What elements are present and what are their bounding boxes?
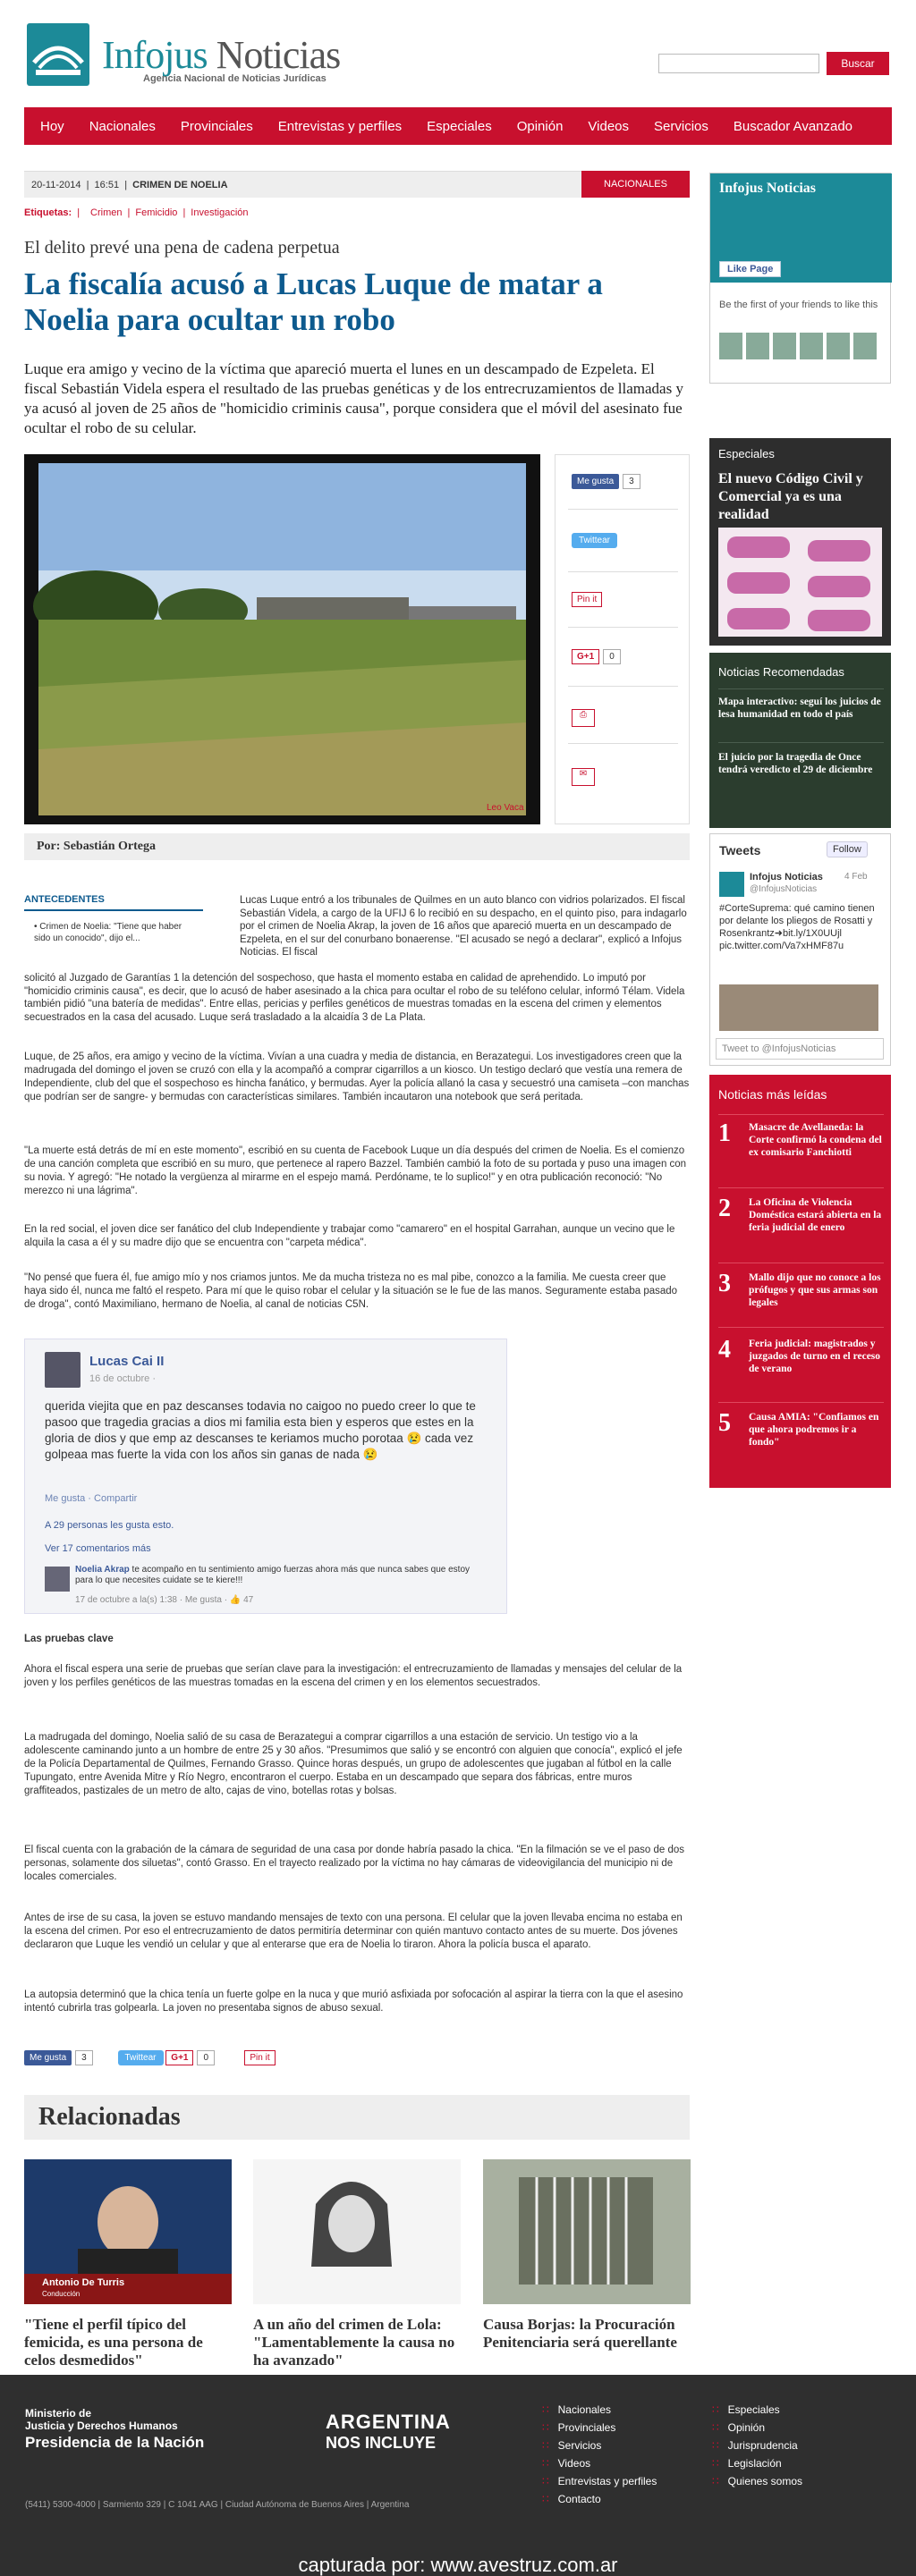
tweet-date[interactable]: 4 Feb	[844, 872, 868, 882]
especiales-image[interactable]	[718, 528, 882, 637]
article-date: 20-11-2014	[31, 180, 81, 190]
fb-friend-avatar[interactable]	[719, 333, 742, 359]
mas-leidas-label: Noticias más leídas	[718, 1087, 827, 1102]
footer-link[interactable]: ∷ Quienes somos	[712, 2475, 802, 2487]
gplus-count: 0	[603, 649, 621, 664]
nav-item-entrevistas[interactable]: Entrevistas y perfiles	[277, 118, 403, 134]
recomendada-item-2[interactable]: El juicio por la tragedia de Once tendrá veredicto el 29 de diciembre	[718, 752, 873, 775]
twitter-avatar[interactable]	[719, 872, 744, 897]
related-caption-1[interactable]: "Tiene el perfil típico del femicida, es una persona de celos desmedidos"	[24, 2316, 203, 2369]
fb-like-button-bottom[interactable]: Me gusta	[24, 2050, 72, 2065]
email-icon[interactable]: ✉	[572, 768, 595, 786]
footer-link[interactable]: ∷ Entrevistas y perfiles	[542, 2475, 657, 2487]
pinit-button[interactable]: Pin it	[572, 592, 602, 607]
tweet-button[interactable]: Twittear	[572, 533, 617, 548]
section-title: CRIMEN DE NOELIA	[132, 180, 228, 190]
mas-leida-number: 5	[718, 1409, 731, 1437]
twitter-handle[interactable]: @InfojusNoticias	[750, 884, 818, 894]
print-icon[interactable]: ⎙	[572, 709, 595, 727]
footer-link[interactable]: ∷ Opinión	[712, 2421, 765, 2434]
nav-item-provinciales[interactable]: Provinciales	[180, 118, 253, 134]
fb-friends-text: Be the first of your friends to like this	[719, 300, 878, 310]
gplus-button-bottom[interactable]: G+1	[165, 2050, 193, 2065]
tags: Etiquetas: | Crimen | Femicidio | Investigación	[24, 207, 254, 218]
fb-comment-text: te acompaño en tu sentimiento amigo fuerzas ahora más que nunca sabes que estoy para lo que necesites cuidate se te kiere!!!	[75, 1565, 470, 1585]
article-kicker: El delito prevé una pena de cadena perpetua	[24, 238, 340, 258]
gplus-count-bottom: 0	[197, 2050, 215, 2065]
footer-link[interactable]: ∷ Especiales	[712, 2403, 780, 2416]
nav-item-buscador[interactable]: Buscador Avanzado	[733, 118, 853, 134]
gplus-button[interactable]: G+1	[572, 649, 599, 664]
related-image-2[interactable]	[253, 2159, 461, 2304]
antecedentes-link-text: Crimen de Noelia: "Tiene que haber sido un conocido", dijo el...	[34, 922, 182, 943]
fb-post-text: querida viejita que en paz descanses todavia no caigoo no puedo creer lo que te pasoo que tragedia gracias a dios mi familia esta bien y esperos que estes en la gloria de dios y que emp az descanses te keriamos mucho porotaa 😢 cada vez golpeaa mas fuerte la vida con los años sin ganas de nada 😢	[45, 1399, 476, 1461]
related-image-3[interactable]	[483, 2159, 691, 2304]
fb-friend-avatar[interactable]	[773, 333, 796, 359]
footer-link[interactable]: ∷ Legislación	[712, 2457, 782, 2470]
fb-more-comments-link[interactable]: Ver 17 comentarios más	[45, 1543, 151, 1554]
antecedentes-divider	[24, 909, 203, 911]
search-input[interactable]	[658, 54, 819, 73]
brand-bold: Noticias	[216, 33, 341, 77]
footer-nos-incluye[interactable]: NOS INCLUYE	[326, 2434, 437, 2452]
fb-friend-avatar[interactable]	[827, 333, 850, 359]
facebook-page-widget	[709, 173, 891, 384]
brand-main: Infojus	[102, 33, 216, 77]
related-image-1-label: Antonio De Turris	[42, 2277, 125, 2288]
tag-femicidio[interactable]: Femicidio	[135, 207, 178, 218]
related-caption-3[interactable]: Causa Borjas: la Procuración Penitenciaria será querellante	[483, 2316, 677, 2351]
mas-leida-item-4[interactable]: Feria judicial: magistrados y juzgados de turno en el receso de verano	[749, 1339, 881, 1374]
fb-comment-meta: 17 de octubre a la(s) 1:38 · Me gusta · 👍 47	[75, 1595, 254, 1605]
fb-like-count: 3	[623, 474, 640, 489]
body-paragraph-9: Antes de irse de su casa, la joven se estuvo mandando mensajes de texto con una persona. El celular que la joven llevaba encima no estaba en la escena del crimen. Por eso el entrecruzamiento de datos permitiría determinar con quién mantuvo contacto antes de su muerte. Dos jóvenes declararon que Luque les vendió un celular y que al enterarse que era de Noelia lo tiraron. Ahora la policía busca el aparato.	[24, 1913, 683, 1950]
fb-comment-author[interactable]: Noelia Akrap	[75, 1565, 130, 1575]
footer-ministry-line1: Ministerio de	[25, 2407, 92, 2420]
article-meta: 20-11-2014 | 16:51 | CRIMEN DE NOELIA	[24, 171, 690, 198]
mas-leida-number: 3	[718, 1270, 731, 1297]
mas-leida-item-2[interactable]: La Oficina de Violencia Doméstica estará abierta en la feria judicial de enero	[749, 1197, 882, 1233]
related-caption-2[interactable]: A un año del crimen de Lola: "Lamentablemente la causa no ha avanzado"	[253, 2316, 455, 2369]
search-button[interactable]: Buscar	[827, 52, 889, 75]
recomendadas-box	[709, 653, 891, 828]
photo-credit: Leo Vaca	[487, 803, 524, 813]
article-author: Por: Sebastián Ortega	[24, 833, 690, 860]
tags-label: Etiquetas:	[24, 207, 72, 218]
recomendada-item-1[interactable]: Mapa interactivo: seguí los juicios de lesa humanidad en todo el país	[718, 697, 881, 720]
tweet-button-bottom[interactable]: Twittear	[118, 2050, 164, 2065]
nav-item-videos[interactable]: Videos	[588, 118, 630, 134]
especiales-title[interactable]: El nuevo Código Civil y Comercial ya es una realidad	[718, 471, 863, 522]
article-headline: La fiscalía acusó a Lucas Luque de matar a Noelia para ocultar un robo	[24, 266, 603, 337]
facebook-post-embed	[24, 1339, 507, 1614]
body-paragraph-7: La madrugada del domingo, Noelia salió de su casa de Berazategui a comprar cigarrillos a una estación de servicio. Un testigo vio a la adolescente caminando junto a un hombre de entre 25 y 30 años. "Presumimos que salió y se encontró con alguien que conocía", explicó el jefe de la Policía Departamental de Quilmes, Fernando Grasso. Quince horas después, un grupo de adolescentes que jugaban al fútbol en la calle Tupungato, entre Avenida Mitre y Río Negro, encontraron el cuerpo. Estaba en un descampado que separa dos fábricas, entre muros graffiteados, pastizales de un metro de alto, cajas de vino, botellas rotas y bolsas.	[24, 1732, 683, 1796]
recomendadas-label: Noticias Recomendadas	[718, 665, 844, 679]
body-paragraph-8: El fiscal cuenta con la grabación de la cámara de seguridad de una casa por donde habría pasado la chica. "En la filmación se ve el paso de dos personas, solamente dos siluetas", contó Grasso. En el trayecto realizado por la víctima no hay cámaras de videovigilancia del municipio ni de locales comerciales.	[24, 1845, 684, 1882]
footer-link[interactable]: ∷ Videos	[542, 2457, 590, 2470]
body-subhead: Las pruebas clave	[24, 1634, 114, 1644]
article-photo	[24, 454, 540, 824]
fb-post-date: 16 de octubre ·	[89, 1373, 156, 1384]
fb-like-page-button[interactable]: Like Page	[719, 261, 781, 277]
related-header: Relacionadas	[24, 2095, 690, 2140]
tweet-image[interactable]	[719, 984, 878, 1031]
nav-item-nacionales[interactable]: Nacionales	[89, 118, 156, 134]
tweet-text: #CorteSuprema: qué camino tienen por delante los pliegos de Rosatti y Rosenkrantz➜bit.ly/1X0UUjl pic.twitter.com/Va7xHMF87u	[719, 903, 875, 951]
footer-ministry[interactable]	[25, 2407, 178, 2432]
fb-post-actions[interactable]: Me gusta · Compartir	[45, 1493, 138, 1504]
bottom-share-bar	[24, 2053, 276, 2071]
fb-widget-title[interactable]: Infojus Noticias	[719, 181, 817, 196]
footer-address: (5411) 5300-4000 | Sarmiento 329 | C 1041 AAG | Ciudad Autónoma de Buenos Aires | Argentina	[25, 2500, 410, 2510]
pinit-button-bottom[interactable]: Pin it	[244, 2050, 275, 2065]
footer-ministry-line2: Justicia y Derechos Humanos	[25, 2420, 178, 2432]
related-image-1-sub: Conducción	[42, 2290, 81, 2298]
logo-icon[interactable]	[27, 23, 89, 86]
mas-leida-item-5[interactable]: Causa AMIA: "Confiamos en que ahora podremos ir a fondo"	[749, 1412, 879, 1448]
body-paragraph-5: "No pensé que fuera él, fue amigo mío y nos criamos juntos. Me da mucha tristeza no es mal pibe, conozco a la familia. Me cuesta creer que haya sido él, nunca me faltó el respeto. Para mí que le quiso robar el celular y la situación se le fue de las manos. Seguramente estaba pasado de droga", contó Maximiliano, hermano de Noelia, al canal de noticias C5N.	[24, 1272, 678, 1310]
body-paragraph-3: "La muerte está detrás de mí en este momento", escribió en su cuenta de Facebook Luque un día después del crimen de Noelia. Es el comienzo de una canción completa que escribió en su muro, que pertenece al rapero Bazzel. También cambió la foto de su portada y puso una imagen con su novia. Y agregó: "He notado la vergüenza al mirarme en el espejo mamá. Perdóname, te lo suplico!" y en otra publicación reconoció: "No merezco ni una lágrima".	[24, 1145, 687, 1196]
article-lead: Luque era amigo y vecino de la víctima que apareció muerta el lunes en un descampado de Ezpeleta. El fiscal Sebastián Videla espera el resultado de las pruebas genéticas y de los entrecruzamientos de llamadas y ya acusó al joven de 25 años de "homicidio criminis causa", porque considera que el móvil del asesinato fue ocultar el robo de su celular.	[24, 360, 683, 436]
fb-post-avatar[interactable]	[45, 1352, 81, 1388]
antecedentes-title: ANTECEDENTES	[24, 894, 105, 905]
mas-leida-number: 2	[718, 1195, 731, 1222]
nav-item-especiales[interactable]: Especiales	[427, 118, 492, 134]
body-paragraph-1b: solicitó al Juzgado de Garantías 1 la detención del sospechoso, que hasta el momento estaba en calidad de aprehendido. Lo imputó por "homicidio criminis causa", es decir, que lo acusó de haber asesinado a la chica para ocultar el robo de su teléfono celular, informó Télam. Videla también pidió "una batería de medidas". Entre ellas, pericias y perfiles genéticos de muestras tomadas en la escena del crimen y elementos secuestrados en la casa del acusado. Luque será trasladado a la alcaidía 3 de La Plata.	[24, 973, 685, 1023]
mas-leida-number: 1	[718, 1119, 731, 1147]
fb-comment	[75, 1565, 487, 1586]
twitter-widget	[709, 833, 891, 1066]
especiales-label: Especiales	[718, 447, 775, 460]
site-subtitle: Agencia Nacional de Noticias Jurídicas	[143, 73, 327, 84]
footer	[0, 2375, 916, 2576]
site-title[interactable]	[102, 32, 340, 78]
especiales-box	[709, 438, 891, 646]
related-image-1[interactable]	[24, 2159, 232, 2304]
body-paragraph-1: Lucas Luque entró a los tribunales de Quilmes en un auto blanco con vidrios polarizados. El fiscal Sebastián Videla, a cargo de la UFIJ 6 lo recibió en su despacho, en el quinto piso, para indagarlo por el crimen de Noelia Akrap, la joven de 16 años que apareció muerta en un descampado de Ezpeleta, en el sur del conurbano bonaerense. "El acusado se negó a declarar", explicó a Infojus Noticias. El fiscal	[240, 895, 687, 958]
tag-crimen[interactable]: Crimen	[90, 207, 123, 218]
footer-link[interactable]: ∷ Contacto	[542, 2493, 601, 2505]
nav-item-opinion[interactable]: Opinión	[516, 118, 564, 134]
twitter-name[interactable]: Infojus Noticias	[750, 872, 823, 883]
mas-leida-item-1[interactable]: Masacre de Avellaneda: la Corte confirmó la condena del ex comisario Fanchiotti	[749, 1122, 882, 1158]
footer-link[interactable]: ∷ Servicios	[542, 2439, 601, 2452]
body-paragraph-6: Ahora el fiscal espera una serie de pruebas que serían clave para la investigación: el entrecruzamiento de llamadas y mensajes del celular de la joven y los perfiles genéticos de las muestras tomadas en la escena del crimen y en los elementos secuestrados.	[24, 1664, 683, 1688]
mas-leidas-box	[709, 1075, 891, 1488]
twitter-follow-button[interactable]: Follow	[827, 841, 868, 857]
body-paragraph-2: Luque, de 25 años, era amigo y vecino de la víctima. Vivían a una cuadra y media de distancia, en Berazategui. Los investigadores creen que la madrugada del domingo el joven se cruzó con ella y la acompañó a comprar cigarrillos a un kiosco. Un testigo declaró que vestía una remera de Independiente, club del que el sospechoso es hincha fanático, y bermudas. Ayer la policía allanó la casa y secuestró una camiseta –con manchas que podrían ser de sangre- y bermudas con características similares. También incautaron una notebook que será peritada.	[24, 1052, 690, 1102]
nav-item-servicios[interactable]: Servicios	[654, 118, 708, 134]
fb-friend-avatar[interactable]	[853, 333, 877, 359]
section-tag[interactable]: NACIONALES	[581, 171, 690, 198]
fb-comment-avatar	[45, 1567, 70, 1592]
antecedentes-link[interactable]: • Crimen de Noelia: "Tiene que haber sido un conocido", dijo el...	[34, 922, 182, 943]
main-nav	[24, 107, 892, 145]
footer-link[interactable]: ∷ Jurisprudencia	[712, 2439, 798, 2452]
nav-item-hoy[interactable]: Hoy	[40, 118, 64, 134]
body-paragraph-10: La autopsia determinó que la chica tenía un fuerte golpe en la nuca y que murió asfixiada por sofocación al aspirar la tierra con la que el asesino intentó cubrirla tras golpearla. La joven no presentaba signos de abuso sexual.	[24, 1989, 683, 2014]
capture-watermark: capturada por: www.avestruz.com.ar	[298, 2554, 618, 2576]
mas-leida-number: 4	[718, 1336, 731, 1364]
share-column	[555, 454, 690, 824]
article-time: 16:51	[94, 180, 120, 190]
footer-link[interactable]: ∷ Provinciales	[542, 2421, 615, 2434]
fb-post-likes: A 29 personas les gusta esto.	[45, 1520, 174, 1531]
fb-friend-avatar[interactable]	[800, 333, 823, 359]
footer-presidencia[interactable]: Presidencia de la Nación	[25, 2434, 205, 2451]
tweets-label: Tweets	[719, 843, 761, 857]
mas-leida-item-3[interactable]: Mallo dijo que no conoce a los prófugos y que sus armas son legales	[749, 1272, 881, 1308]
fb-friend-avatar[interactable]	[746, 333, 769, 359]
fb-post-author[interactable]: Lucas Cai II	[89, 1354, 165, 1369]
tweet-to-input[interactable]: Tweet to @InfojusNoticias	[716, 1038, 884, 1060]
tag-investigacion[interactable]: Investigación	[191, 207, 249, 218]
footer-link[interactable]: ∷ Nacionales	[542, 2403, 611, 2416]
body-paragraph-4: En la red social, el joven dice ser fanático del club Independiente y trabajar como "camarero" en el hospital Garrahan, aunque un vecino que le alquila la casa a él y su madre dijo que se encuentra con "carpeta médica".	[24, 1224, 675, 1248]
footer-argentina[interactable]: ARGENTINA	[326, 2411, 451, 2433]
fb-like-button[interactable]: Me gusta	[572, 474, 619, 489]
fb-like-count-bottom: 3	[75, 2050, 93, 2065]
